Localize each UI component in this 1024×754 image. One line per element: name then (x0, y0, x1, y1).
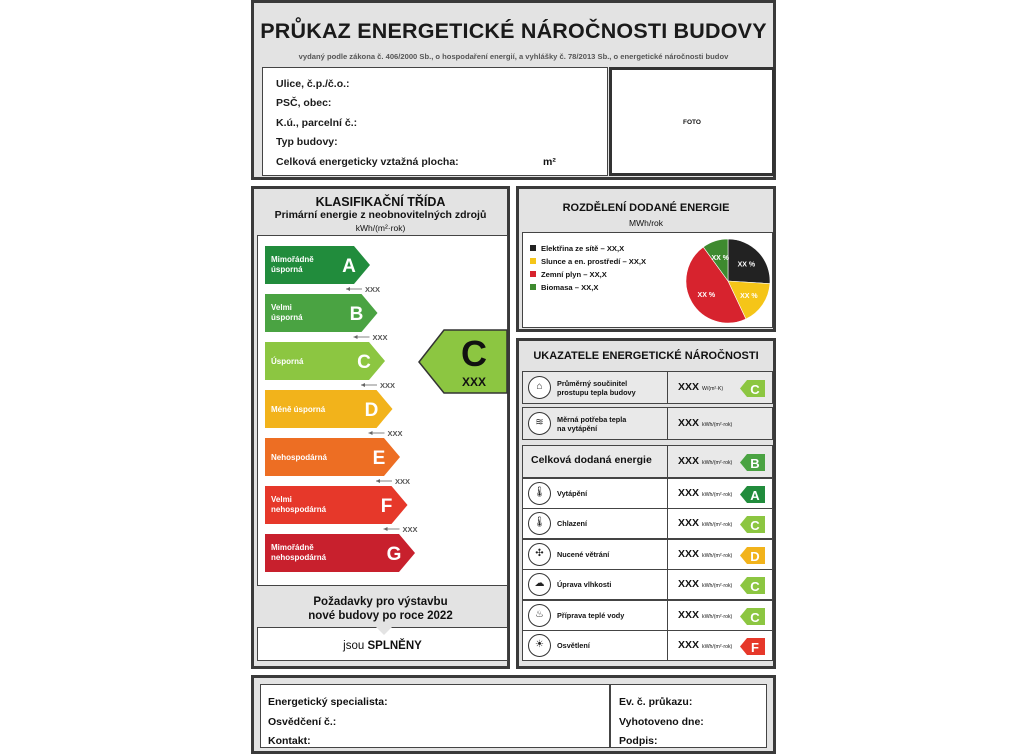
indicator-value (678, 487, 732, 499)
class-threshold (361, 381, 395, 390)
energy-class-b (265, 294, 378, 332)
indicator-label: Chlazení (557, 519, 588, 528)
indicator-value-number: XXX (678, 516, 700, 529)
indicator-row (522, 508, 773, 539)
photo-label: FOTO (683, 119, 701, 126)
indicator-class-letter: C (750, 381, 760, 397)
indicator-value-number: XXX (678, 454, 700, 467)
indicator-label: Měrná potřeba tepla na vytápění (557, 414, 627, 433)
requirements-prefix: jsou (343, 640, 365, 652)
indicator-value-number: XXX (678, 486, 700, 499)
indicator-label-cell (523, 372, 668, 403)
energy-class-d (265, 390, 393, 428)
indicator-label-cell (523, 540, 668, 569)
address-block (262, 67, 608, 176)
contact-label: Kontakt: (268, 735, 311, 747)
energy-class-label: nehospodárná (271, 505, 327, 514)
class-threshold-value: XXX (380, 381, 396, 390)
indicator-label-cell (523, 408, 668, 439)
indicator-unit: kWh/(m²·rok) (702, 643, 733, 650)
indicator-label: Vytápění (557, 489, 588, 498)
indicator-class-letter: C (750, 578, 760, 594)
legend-item-solar (530, 257, 646, 266)
energy-class-scale (257, 235, 508, 586)
energy-split-panel (516, 186, 776, 332)
legend-item-gas (530, 270, 607, 279)
indicator-unit: kWh/(m²·rok) (702, 459, 733, 466)
energy-split-chart-area (522, 232, 773, 328)
energy-class-letter: B (349, 304, 364, 325)
indicator-class-letter: D (750, 548, 760, 564)
requirements-title-line2: nové budovy po roce 2022 (308, 610, 453, 622)
energy-class-label: Mimořádně (271, 543, 314, 552)
energy-class-label: Mimořádně (271, 255, 314, 264)
indicator-class-badge (739, 515, 766, 534)
energy-class-arrows (258, 236, 509, 587)
class-threshold-value: XXX (372, 333, 388, 342)
indicator-value (678, 381, 723, 393)
energy-split-unit: MWh/rok (629, 218, 663, 228)
classification-unit: kWh/(m²·rok) (355, 223, 406, 233)
indicator-label: Příprava teplé vody (557, 611, 625, 620)
registration-number-label: Ev. č. průkazu: (619, 696, 693, 708)
indicator-label-cell (523, 509, 668, 538)
indicator-icon: ⌂ (528, 376, 551, 399)
energy-class-c (265, 342, 385, 380)
indicator-unit: kWh/(m²·rok) (702, 613, 733, 620)
indicator-icon: ✣ (528, 543, 551, 566)
class-threshold-value: XXX (365, 285, 381, 294)
energy-class-label: Velmi (271, 495, 292, 504)
indicator-class-badge (739, 637, 766, 656)
indicator-class-badge (739, 453, 766, 472)
indicator-icon: ☁ (528, 573, 551, 596)
result-class-indicator (419, 330, 507, 393)
indicator-icon: 🌡 (528, 482, 551, 505)
legend-label: Biomasa – XX,X (541, 283, 599, 292)
energy-class-letter: F (380, 496, 393, 517)
energy-class-letter: A (342, 256, 356, 277)
indicator-row (522, 539, 773, 570)
indicator-value-number: XXX (678, 638, 700, 651)
energy-class-letter: D (364, 400, 379, 421)
legend-swatch (530, 245, 536, 251)
indicator-value (678, 548, 732, 560)
building-type-label: Typ budovy: (276, 136, 338, 148)
document-title: PRŮKAZ ENERGETICKÉ NÁROČNOSTI BUDOVY (260, 19, 767, 43)
indicator-unit: kWh/(m²·rok) (702, 552, 733, 559)
legend-swatch (530, 271, 536, 277)
footer-fields (260, 684, 767, 748)
indicator-row (522, 407, 773, 440)
class-threshold (376, 477, 410, 486)
class-threshold-value: XXX (387, 429, 403, 438)
indicator-value (678, 417, 732, 429)
energy-class-e (265, 438, 400, 476)
energy-class-label: úsporná (271, 265, 303, 274)
postcode-label: PSČ, obec: (276, 97, 332, 109)
indicator-row (522, 445, 773, 478)
street-label: Ulice, č.p./č.o.: (276, 78, 350, 90)
indicator-class-badge (739, 546, 766, 565)
legend-item-biomass (530, 283, 598, 292)
energy-class-label: Velmi (271, 303, 292, 312)
classification-subtitle: Primární energie z neobnovitelných zdrojů (274, 209, 487, 221)
energy-class-letter: E (372, 448, 386, 469)
legend-swatch (530, 284, 536, 290)
pie-slice-label: XX % (737, 261, 756, 269)
classification-title: KLASIFIKAČNÍ TŘÍDA (315, 195, 446, 209)
indicator-class-letter: C (750, 609, 760, 625)
energy-class-a (265, 246, 370, 284)
indicator-class-letter: F (751, 639, 759, 655)
indicator-label-cell (523, 601, 668, 630)
signature-label: Podpis: (619, 735, 658, 747)
classification-panel (251, 186, 510, 669)
indicator-unit: kWh/(m²·rok) (702, 421, 733, 428)
indicator-class-badge (739, 379, 766, 398)
indicator-value-number: XXX (678, 547, 700, 560)
class-threshold (354, 333, 388, 342)
indicators-panel (516, 338, 776, 669)
indicator-class-badge (739, 576, 766, 595)
indicator-class-letter: C (750, 517, 760, 533)
footer-divider (609, 685, 611, 747)
indicator-class-badge (739, 485, 766, 504)
issue-date-label: Vyhotoveno dne: (619, 716, 704, 728)
legend-item-electricity (530, 244, 624, 253)
indicator-unit: kWh/(m²·rok) (702, 582, 733, 589)
indicator-value (678, 639, 732, 651)
requirements-status: SPLNĚNY (367, 640, 422, 652)
result-class-value: XXX (461, 375, 487, 389)
cadastral-label: K.ú., parcelní č.: (276, 117, 358, 129)
requirements-title-line1: Požadavky pro výstavbu (313, 596, 448, 608)
energy-class-letter: C (357, 352, 371, 373)
energy-class-label: Nehospodárná (271, 453, 328, 462)
indicator-value-number: XXX (678, 380, 700, 393)
requirements-pointer (375, 626, 393, 635)
class-threshold (369, 429, 403, 438)
photo-placeholder (609, 67, 775, 176)
legend-swatch (530, 258, 536, 264)
energy-class-f (265, 486, 408, 524)
indicator-label: Nucené větrání (557, 550, 610, 559)
result-class-letter: C (461, 333, 487, 374)
indicator-label: Průměrný součinitel prostupu tepla budovy (557, 378, 636, 397)
indicator-label: Celková dodaná energie (531, 453, 652, 466)
indicator-row (522, 478, 773, 509)
indicator-value-number: XXX (678, 577, 700, 590)
specialist-label: Energetický specialista: (268, 696, 388, 708)
class-threshold-value: XXX (395, 477, 411, 486)
footer-panel (251, 675, 776, 754)
indicator-row (522, 630, 773, 661)
requirements-result (258, 640, 507, 652)
indicator-value (678, 517, 732, 529)
indicator-icon: ≋ (528, 412, 551, 435)
certificate-label: Osvědčení č.: (268, 716, 337, 728)
energy-class-label: nehospodárná (271, 553, 327, 562)
energy-class-label: Úsporná (271, 357, 304, 366)
indicator-label-cell (523, 479, 668, 508)
floor-area-label: Celková energeticky vztažná plocha: (276, 156, 459, 168)
class-threshold-value: XXX (402, 525, 418, 534)
energy-class-g (265, 534, 415, 572)
indicator-label-cell (523, 570, 668, 599)
indicator-icon: ☀ (528, 634, 551, 657)
indicator-row (522, 600, 773, 631)
legend-label: Slunce a en. prostředí – XX,X (541, 257, 647, 266)
indicators-title: UKAZATELE ENERGETICKÉ NÁROČNOSTI (533, 350, 759, 362)
indicator-unit: W/(m²·K) (702, 385, 724, 392)
indicator-row (522, 371, 773, 404)
indicator-class-letter: B (750, 455, 760, 471)
energy-split-title: ROZDĚLENÍ DODANÉ ENERGIE (562, 202, 730, 214)
indicator-icon: 🌡 (528, 512, 551, 535)
legend-label: Elektřina ze sítě – XX,X (541, 244, 625, 253)
area-unit: m² (543, 156, 556, 168)
header-panel (251, 0, 776, 180)
class-threshold (384, 525, 418, 534)
indicator-class-badge (739, 607, 766, 626)
class-threshold (346, 285, 380, 294)
pie-slice-label: XX % (740, 293, 758, 301)
indicator-label-cell (523, 446, 668, 477)
legend-label: Zemní plyn – XX,X (541, 270, 607, 279)
energy-class-label: Méně úsporná (271, 405, 326, 414)
indicator-unit: kWh/(m²·rok) (702, 521, 733, 528)
indicator-value-number: XXX (678, 608, 700, 621)
document-subtitle: vydaný podle zákona č. 406/2000 Sb., o hospodaření energií, a vyhlášky č. 78/2013 Sb., o energetické náročnosti budov (298, 52, 729, 61)
indicator-value-number: XXX (678, 416, 700, 429)
requirements-title (254, 595, 507, 623)
indicator-icon: ♨ (528, 604, 551, 627)
indicator-value (678, 455, 732, 467)
pie-slice-label: XX % (711, 255, 729, 263)
indicator-class-letter: A (750, 487, 760, 503)
indicator-label-cell (523, 631, 668, 660)
indicator-unit: kWh/(m²·rok) (702, 491, 733, 498)
indicator-label: Úprava vlhkosti (557, 580, 612, 589)
energy-class-label: úsporná (271, 313, 303, 322)
indicator-value (678, 578, 732, 590)
indicator-label: Osvětlení (557, 641, 590, 650)
energy-split-pie (683, 236, 773, 326)
indicator-row (522, 569, 773, 600)
indicator-value (678, 609, 732, 621)
energy-class-letter: G (386, 544, 402, 565)
pie-slice-label: XX % (697, 291, 716, 299)
